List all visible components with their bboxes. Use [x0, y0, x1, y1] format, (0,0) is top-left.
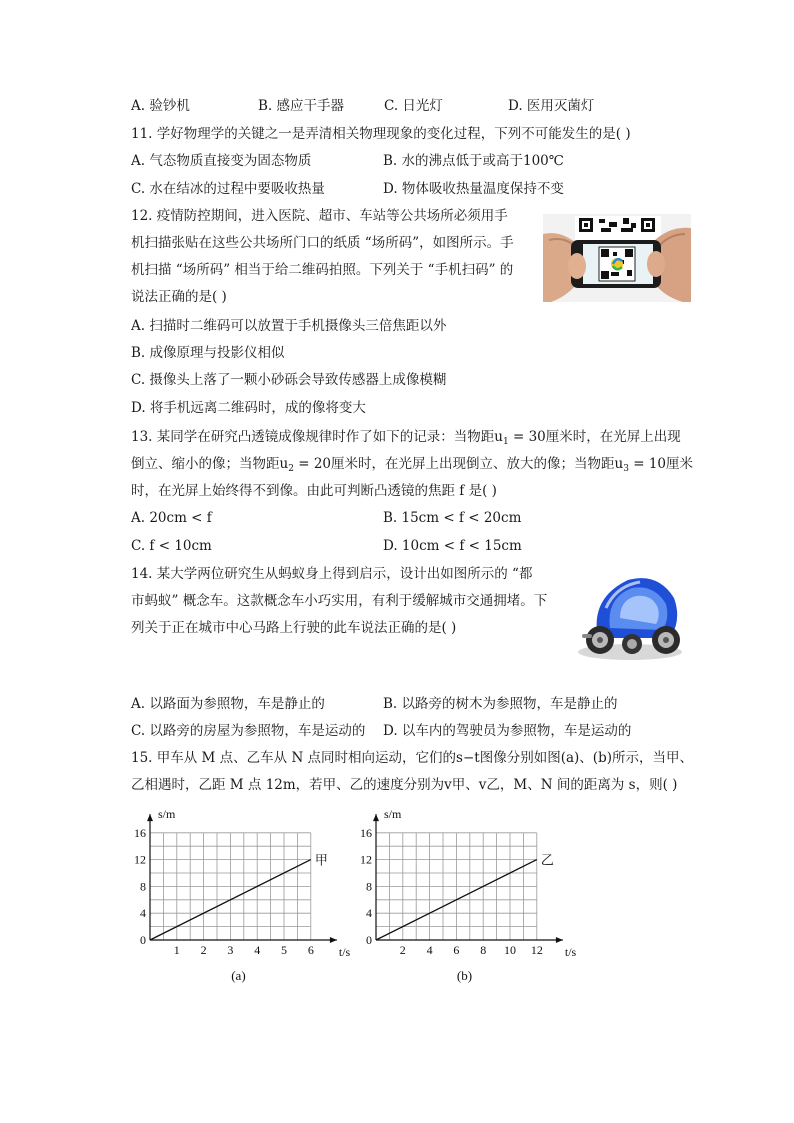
- y-tick-label: 0: [140, 933, 146, 947]
- q13-stem-line-3: 时，在光屏上始终得不到像。由此可判断凸透镜的焦距 f 是( ): [131, 483, 497, 499]
- series-name-label: 乙: [540, 852, 554, 868]
- graph-caption: (a): [231, 968, 246, 983]
- q13-stem-line-2: 倒立、缩小的像；当物距$u_2 = 20$厘米时，在光屏上出现倒立、放大的像；当物距$u_3 = 10$厘米: [131, 456, 694, 474]
- x-tick-label: 12: [530, 943, 543, 957]
- q11-option-b: B. 水的沸点低于或高于100℃: [383, 153, 564, 169]
- y-tick-label: 4: [140, 906, 146, 921]
- q12-option-d: D. 将手机远离二维码时，成的像将变大: [131, 400, 366, 416]
- q13-stem-line-1: 13. 某同学在研究凸透镜成像规律时作了如下的记录：当物距$u_1 = 30$厘米时，在光屏上出现: [131, 429, 681, 447]
- y-tick-label: 0: [366, 933, 372, 947]
- y-tick-label: 4: [366, 906, 372, 921]
- y-tick-label: 8: [366, 879, 372, 894]
- q12-option-b: B. 成像原理与投影仪相似: [131, 345, 285, 361]
- x-axis-label: t/s: [564, 945, 577, 959]
- q10-option-c: C. 日光灯: [384, 98, 443, 114]
- y-axis-label: s/m: [158, 807, 176, 822]
- q11-option-d: D. 物体吸收热量温度保持不变: [383, 181, 564, 197]
- q10-option-d: D. 医用灭菌灯: [508, 98, 595, 114]
- q14-option-b: B. 以路旁的树木为参照物，车是静止的: [383, 696, 618, 712]
- q12-option-a: A. 扫描时二维码可以放置于手机摄像头三倍焦距以外: [131, 318, 447, 334]
- q14-stem-line-2: 市蚂蚁” 概念车。这款概念车小巧实用，有利于缓解城市交通拥堵。下: [131, 593, 548, 609]
- q14-option-a: A. 以路面为参照物，车是静止的: [131, 696, 325, 712]
- x-tick-label: 2: [399, 943, 406, 957]
- q11-option-a: A. 气态物质直接变为固态物质: [131, 153, 312, 169]
- q12-stem-line-4: 说法正确的是( ): [131, 289, 227, 305]
- y-tick-label: 16: [134, 825, 146, 840]
- q15-stem-line-1: 15. 甲车从 M 点、乙车从 N 点同时相向运动，它们的s−t图像分别如图(a)、(b)所示，当甲、: [131, 750, 693, 766]
- x-tick-label: 6: [307, 943, 314, 957]
- y-tick-label: 12: [134, 852, 146, 867]
- q12-option-c: C. 摄像头上落了一颗小砂砾会导致传感器上成像模糊: [131, 372, 447, 388]
- q12-stem-line-3: 机扫描 “场所码” 相当于给二维码拍照。下列关于 “手机扫码” 的: [131, 262, 514, 278]
- y-tick-label: 8: [140, 879, 146, 894]
- x-axis-label: t/s: [338, 945, 351, 959]
- st-graph-b: [340, 800, 577, 990]
- q10-option-a: A. 验钞机: [131, 98, 190, 114]
- x-axis-arrow: [556, 937, 563, 943]
- y-tick-label: 12: [360, 852, 372, 867]
- y-tick-label: 16: [360, 825, 372, 840]
- x-tick-label: 4: [254, 943, 261, 957]
- q15-stem-line-2: 乙相遇时，乙距 M 点 12m，若甲、乙的速度分别为v甲、v乙，M、N 间的距离为 s，则( ): [131, 777, 678, 793]
- x-tick-label: 10: [504, 943, 517, 957]
- q13-option-a: A. 20cm < f: [131, 510, 212, 526]
- q14-stem-line-3: 列关于正在城市中心马路上行驶的此车说法正确的是( ): [131, 620, 457, 636]
- x-tick-label: 2: [200, 943, 207, 957]
- q13-option-b: B. 15cm < f < 20cm: [383, 510, 522, 526]
- series-name-label: 甲: [314, 852, 328, 868]
- graph-caption: (b): [456, 968, 473, 983]
- q14-option-d: D. 以车内的驾驶员为参照物，车是运动的: [383, 723, 632, 739]
- q13-option-d: D. 10cm < f < 15cm: [383, 538, 522, 554]
- x-tick-label: 3: [227, 943, 234, 957]
- y-axis-arrow: [373, 814, 379, 821]
- q11-option-c: C. 水在结冰的过程中要吸收热量: [131, 181, 325, 197]
- q14-option-c: C. 以路旁的房屋为参照物，车是运动的: [131, 723, 366, 739]
- concept-car-photo: [570, 568, 690, 664]
- x-tick-label: 1: [173, 943, 180, 957]
- q14-stem-line-1: 14. 某大学两位研究生从蚂蚁身上得到启示，设计出如图所示的 “都: [131, 566, 533, 582]
- q12-stem-line-1: 12. 疫情防控期间，进入医院、超市、车站等公共场所必须用手: [131, 208, 508, 224]
- x-tick-label: 4: [426, 943, 433, 957]
- y-axis-label: s/m: [384, 807, 402, 822]
- q12-stem-line-2: 机扫描张贴在这些公共场所门口的纸质 “场所码”，如图所示。手: [131, 235, 514, 251]
- q13-option-c: C. f < 10cm: [131, 538, 212, 554]
- x-tick-label: 8: [480, 943, 487, 957]
- x-tick-label: 5: [281, 943, 288, 957]
- x-axis-arrow: [330, 937, 337, 943]
- y-axis-arrow: [147, 814, 153, 821]
- phone-qr-photo: [543, 214, 691, 302]
- x-tick-label: 6: [453, 943, 460, 957]
- st-graph-a: [120, 800, 351, 990]
- q10-option-b: B. 感应干手器: [258, 98, 345, 114]
- q11-stem: 11. 学好物理学的关键之一是弄清相关物理现象的变化过程，下列不可能发生的是( ): [131, 126, 631, 142]
